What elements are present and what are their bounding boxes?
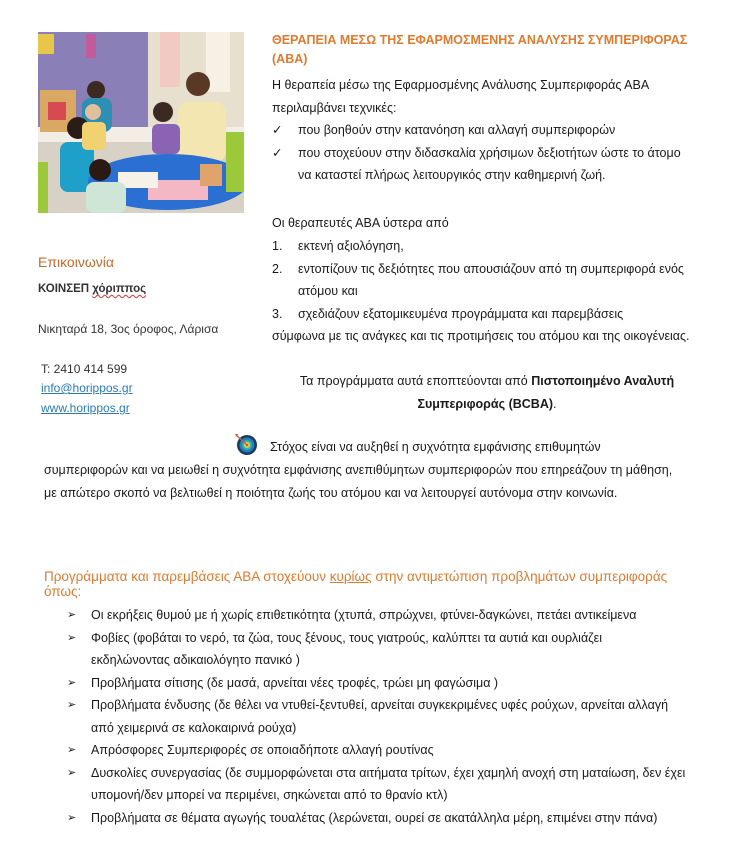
- supervision-prefix: Τα προγράμματα αυτά εποπτεύονται από: [299, 374, 532, 388]
- programs-list: [67, 604, 697, 829]
- programs-heading-emphasis: κυρίως: [329, 569, 372, 584]
- contact-heading: Επικοινωνία: [38, 254, 114, 270]
- list-item: [67, 627, 681, 672]
- intro-text: Η θεραπεία μέσω της Εφαρμοσμένης Ανάλυσης Συμπεριφοράς ΑΒΑ περιλαμβάνει τεχνικές:: [272, 78, 649, 115]
- step-number: 3.: [272, 306, 283, 321]
- step-item: [272, 303, 722, 326]
- intro-check-list: [272, 119, 712, 187]
- list-item: [67, 604, 697, 627]
- programs-heading-suffix: στην αντιμετώπιση προβλημάτων συμπεριφοράς όπως:: [44, 569, 668, 599]
- arrow-bullet-icon: ➢: [67, 766, 77, 779]
- address: Νικηταρά 18, 3ος όροφος, Λάρισα: [38, 322, 219, 336]
- list-item: [67, 762, 701, 807]
- programs-heading: [44, 569, 684, 599]
- therapist-steps: [272, 235, 722, 348]
- arrow-bullet-icon: ➢: [67, 744, 77, 756]
- email-link[interactable]: info@horippos.gr: [41, 381, 133, 395]
- supervision-text: [272, 370, 702, 415]
- step-item: [272, 235, 722, 258]
- list-item-text: Απρόσφορες Συμπεριφορές σε οποιαδήποτε αλλαγή ρουτίνας: [91, 743, 434, 757]
- step-text: εντοπίζουν τις δεξιότητες που απουσιάζουν από τη συμπεριφορά ενός ατόμου και: [298, 261, 684, 298]
- classroom-photo: [38, 32, 244, 213]
- list-item-text: Δυσκολίες συνεργασίας (δε συμμορφώνεται στα αιτήματα τρίτων, έχει χαμηλή ανοχή στη ματαίωση, δεν έχει υπομονή/δεν μπορεί να περιμένει, σηκώνεται από το θρανίο κτλ): [91, 765, 686, 802]
- arrow-bullet-icon: ➢: [67, 699, 77, 711]
- step-text: σχεδιάζουν εξατομικευμένα προγράμματα και παρεμβάσεις: [298, 306, 624, 321]
- check-icon: ✓: [272, 123, 283, 137]
- supervision-abbr: (BCBA): [505, 396, 554, 411]
- supervision-end: .: [553, 396, 557, 411]
- organization-brand: χόριππος: [92, 283, 147, 295]
- arrow-bullet-icon: ➢: [67, 609, 77, 621]
- arrow-bullet-icon: ➢: [67, 811, 77, 824]
- step-item: [272, 258, 722, 303]
- goal-text-first: Στόχος είναι να αυξηθεί η συχνότητα εμφάνισης επιθυμητών: [270, 440, 601, 454]
- arrow-bullet-icon: ➢: [67, 676, 77, 689]
- check-item-text: που στοχεύουν στην διδασκαλία χρήσιμων δεξιοτήτων ώστε το άτομο να καταστεί πλήρως λειτουργικός στην καθημερινή ζωή.: [298, 145, 681, 182]
- phone-number: T: 2410 414 599: [41, 362, 128, 376]
- step-number: 2.: [272, 261, 283, 276]
- list-item: [67, 739, 697, 762]
- steps-tail: σύμφωνα με τις ανάγκες και τις προτιμήσεις του ατόμου και της οικογένειας.: [272, 329, 690, 343]
- list-item-text: Προβλήματα ένδυσης (δε θέλει να ντυθεί-ξεντυθεί, αρνείται συγκεκριμένες υφές ρούχων, αρνείται αλλαγή από χειμερινά σε καλοκαιρινά ρούχα): [91, 698, 669, 735]
- list-item-text: Προβλήματα σίτισης (δε μασά, αρνείται νέες τροφές, τρώει μη φαγώσιμα ): [91, 675, 499, 690]
- page-title: ΘΕΡΑΠΕΙΑ ΜΕΣΩ ΤΗΣ ΕΦΑΡΜΟΣΜΕΝΗΣ ΑΝΑΛΥΣΗΣ ΣΥΜΠΕΡΙΦΟΡΑΣ (ΑΒΑ): [272, 33, 688, 66]
- step-number: 1.: [272, 239, 283, 253]
- target-icon: [234, 432, 258, 456]
- list-item-text: Οι εκρήξεις θυμού με ή χωρίς επιθετικότητα (χτυπά, σπρώχνει, φτύνει-δαγκώνει, πετάει αντικείμενα: [91, 608, 637, 622]
- supervision-role: Πιστοποιημένο Αναλυτή Συμπεριφοράς: [417, 374, 675, 411]
- check-item: [272, 142, 712, 187]
- step-text: εκτενή αξιολόγηση,: [298, 239, 404, 253]
- check-icon: ✓: [272, 145, 283, 160]
- list-item-text: Φοβίες (φοβάται το νερό, τα ζώα, τους ξένους, τους γιατρούς, καλύπτει τα αυτιά και ουρλιάζει εκδηλώνοντας αδικαιολόγητο πανικό ): [91, 630, 603, 667]
- list-item: [67, 672, 697, 695]
- programs-heading-prefix: Προγράμματα και παρεμβάσεις ΑΒΑ στοχεύουν: [44, 569, 330, 584]
- organization-prefix: ΚΟΙΝΣΕΠ: [38, 283, 93, 295]
- organization-name: [38, 283, 146, 295]
- list-item: [67, 694, 681, 739]
- check-item-text: που βοηθούν στην κατανόηση και αλλαγή συμπεριφορών: [298, 123, 616, 137]
- website-link[interactable]: www.horippos.gr: [41, 401, 130, 415]
- therapists-lead: Οι θεραπευτές ΑΒΑ ύστερα από: [272, 216, 449, 230]
- list-item-text: Προβλήματα σε θέματα αγωγής τουαλέτας (λερώνεται, ουρεί σε ακατάλληλα μέρη, επιμένει στην πάνα): [91, 810, 658, 825]
- goal-text-rest: συμπεριφορών και να μειωθεί η συχνότητα εμφάνισης ανεπιθύμητων συμπεριφορών που επηρεάζουν τη μάθηση, με απώτερο σκοπό να βελτιωθεί η ποιότητα ζωής του ατόμου και να λειτουργεί αυτόνομα στην κοινωνία.: [44, 463, 673, 500]
- list-item: [67, 807, 697, 830]
- arrow-bullet-icon: ➢: [67, 631, 77, 644]
- check-item: [272, 119, 712, 142]
